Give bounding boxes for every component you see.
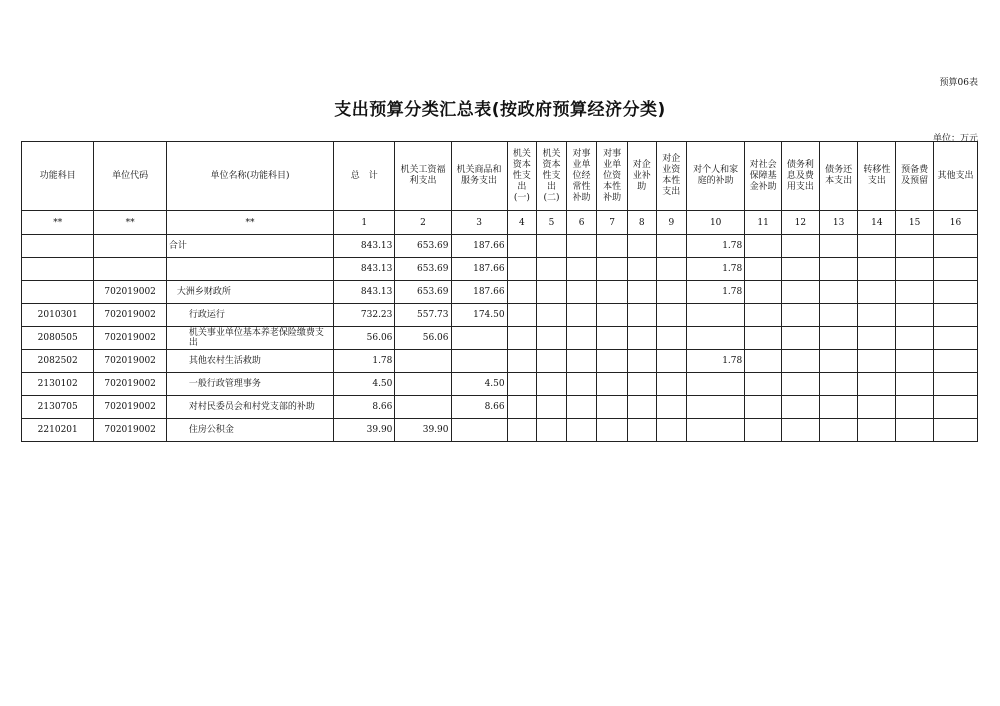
table-cell [451,419,507,442]
table-cell [566,350,597,373]
column-header: 机关工资福利支出 [395,142,451,211]
table-cell [745,373,782,396]
table-cell [896,281,934,304]
column-index: 8 [627,211,656,235]
table-cell [781,258,819,281]
table-cell [507,258,537,281]
table-cell [627,281,656,304]
table-cell [537,396,567,419]
table-cell [858,373,896,396]
column-header: 债务利息及费用支出 [781,142,819,211]
column-index: 2 [395,211,451,235]
table-cell: 557.73 [395,304,451,327]
table-cell [819,396,858,419]
column-header: 总 计 [334,142,395,211]
table-cell [933,258,977,281]
table-cell [933,419,977,442]
table-cell [781,396,819,419]
table-cell: 702019002 [94,281,166,304]
table-cell [656,396,687,419]
column-index: 10 [687,211,745,235]
table-cell: 702019002 [94,373,166,396]
column-header: 对事业单位经常性补助 [566,142,597,211]
column-index: 13 [819,211,858,235]
table-cell: 843.13 [334,281,395,304]
table-cell [687,327,745,350]
table-cell [22,258,94,281]
table-cell [597,304,628,327]
table-cell [566,258,597,281]
table-cell [656,327,687,350]
table-cell [656,419,687,442]
table-cell [537,281,567,304]
budget-table [21,141,978,442]
table-cell [537,327,567,350]
table-cell [896,235,934,258]
column-header: 对个人和家庭的补助 [687,142,745,211]
table-cell: 1.78 [687,281,745,304]
table-cell [656,235,687,258]
table-cell: 174.50 [451,304,507,327]
table-cell: 702019002 [94,396,166,419]
table-cell: 1.78 [687,235,745,258]
table-cell [22,235,94,258]
table-cell [896,373,934,396]
table-cell [627,350,656,373]
table-cell [819,304,858,327]
table-cell [537,304,567,327]
table-cell [507,396,537,419]
table-cell [933,373,977,396]
table-cell [745,258,782,281]
table-cell: 187.66 [451,258,507,281]
table-cell [896,350,934,373]
table-cell [566,419,597,442]
table-row [22,235,978,258]
column-header: 单位名称(功能科目) [166,142,333,211]
table-row [22,419,978,442]
table-cell [819,350,858,373]
table-cell [166,258,333,281]
table-row [22,281,978,304]
table-cell [745,327,782,350]
table-cell [656,304,687,327]
table-cell [858,304,896,327]
column-header: 机关商品和服务支出 [451,142,507,211]
column-header: 对企业资本性支出 [656,142,687,211]
table-cell [395,350,451,373]
table-cell: 702019002 [94,304,166,327]
table-cell [566,281,597,304]
table-cell [507,304,537,327]
table-cell [537,419,567,442]
table-cell [858,396,896,419]
column-index: 4 [507,211,537,235]
table-cell [656,373,687,396]
table-cell [933,281,977,304]
column-header: 其他支出 [933,142,977,211]
table-cell [858,327,896,350]
table-cell: 机关事业单位基本养老保险缴费支出 [166,327,333,350]
table-cell [22,281,94,304]
column-index: 6 [566,211,597,235]
table-cell: 702019002 [94,419,166,442]
table-cell [858,281,896,304]
form-number: 预算06表 [939,78,978,88]
table-cell [597,373,628,396]
table-cell: 843.13 [334,235,395,258]
table-cell [627,396,656,419]
table-cell: 187.66 [451,235,507,258]
table-cell [597,327,628,350]
table-cell [537,373,567,396]
table-cell [745,281,782,304]
table-cell [507,281,537,304]
table-cell [395,396,451,419]
column-index: 7 [597,211,628,235]
table-cell: 56.06 [395,327,451,350]
table-cell [781,373,819,396]
column-index: 15 [896,211,934,235]
table-cell [566,304,597,327]
table-cell [94,258,166,281]
table-cell: 大洲乡财政所 [166,281,333,304]
column-index: 12 [781,211,819,235]
table-cell [537,258,567,281]
table-cell [858,258,896,281]
table-cell [687,373,745,396]
table-cell [896,396,934,419]
table-cell: 843.13 [334,258,395,281]
table-cell [745,419,782,442]
table-cell [627,304,656,327]
table-cell: 行政运行 [166,304,333,327]
table-cell: 39.90 [395,419,451,442]
column-index: 9 [656,211,687,235]
column-header: 单位代码 [94,142,166,211]
page-title: 支出预算分类汇总表(按政府预算经济分类) [334,100,666,120]
table-cell: 653.69 [395,235,451,258]
table-cell [451,327,507,350]
table-cell: 2210201 [22,419,94,442]
table-cell [687,396,745,419]
table-cell [597,235,628,258]
table-cell [597,258,628,281]
table-cell [656,258,687,281]
table-cell [687,419,745,442]
table-cell: 187.66 [451,281,507,304]
table-cell [858,235,896,258]
column-index: 3 [451,211,507,235]
table-cell: 住房公积金 [166,419,333,442]
column-header: 机关资本性支出(一) [507,142,537,211]
table-cell: 2080505 [22,327,94,350]
table-row [22,327,978,350]
table-cell: 其他农村生活救助 [166,350,333,373]
table-cell [566,396,597,419]
column-header: 对事业单位资本性补助 [597,142,628,211]
table-cell [819,281,858,304]
table-cell [627,235,656,258]
table-cell [781,304,819,327]
table-cell [566,235,597,258]
column-header: 机关资本性支出(二) [537,142,567,211]
table-cell: 2082502 [22,350,94,373]
table-cell [896,258,934,281]
table-cell: 732.23 [334,304,395,327]
table-cell [745,396,782,419]
column-index: ** [22,211,94,235]
table-cell [781,327,819,350]
table-cell: 4.50 [334,373,395,396]
table-cell [597,396,628,419]
table-cell: 8.66 [451,396,507,419]
unit-label: 单位：万元 [932,134,978,144]
table-cell: 8.66 [334,396,395,419]
table-cell: 702019002 [94,350,166,373]
table-cell: 合计 [166,235,333,258]
table-row [22,396,978,419]
table-cell: 2010301 [22,304,94,327]
table-cell [507,373,537,396]
table-cell [933,304,977,327]
column-header: 对企业补助 [627,142,656,211]
table-cell [781,281,819,304]
table-cell: 1.78 [687,258,745,281]
table-cell [597,419,628,442]
table-cell [597,281,628,304]
table-cell [451,350,507,373]
table-cell [933,235,977,258]
table-cell: 一般行政管理事务 [166,373,333,396]
table-cell [627,327,656,350]
table-cell [656,350,687,373]
table-cell [781,419,819,442]
table-cell [781,235,819,258]
table-cell [896,304,934,327]
table-cell: 653.69 [395,281,451,304]
table-cell [933,396,977,419]
table-cell [819,373,858,396]
column-header: 对社会保障基金补助 [745,142,782,211]
table-row [22,304,978,327]
table-body [22,235,978,442]
table-cell [627,258,656,281]
table-cell: 对村民委员会和村党支部的补助 [166,396,333,419]
table-cell [858,419,896,442]
table-row [22,258,978,281]
table-cell [395,373,451,396]
table-cell [687,304,745,327]
table-cell [507,235,537,258]
column-header: 债务还本支出 [819,142,858,211]
table-cell: 56.06 [334,327,395,350]
table-cell [858,350,896,373]
column-index: 14 [858,211,896,235]
table-cell: 702019002 [94,327,166,350]
table-cell [933,350,977,373]
column-index: 1 [334,211,395,235]
table-cell [566,327,597,350]
column-index: 5 [537,211,567,235]
index-row [22,211,978,235]
table-cell [507,419,537,442]
table-cell: 2130102 [22,373,94,396]
table-cell [781,350,819,373]
table-cell: 1.78 [687,350,745,373]
table-cell: 1.78 [334,350,395,373]
column-index: 16 [933,211,977,235]
table-cell: 2130705 [22,396,94,419]
table-cell [94,235,166,258]
column-index: 11 [745,211,782,235]
table-cell [745,350,782,373]
table-row [22,373,978,396]
table-cell [537,350,567,373]
table-cell: 4.50 [451,373,507,396]
table-cell [819,419,858,442]
table-cell [627,419,656,442]
table-cell: 653.69 [395,258,451,281]
table-cell [933,327,977,350]
table-cell [819,327,858,350]
table-cell [627,373,656,396]
table-cell: 39.90 [334,419,395,442]
table-row [22,350,978,373]
table-cell [597,350,628,373]
table-cell [819,258,858,281]
table-cell [896,327,934,350]
column-index: ** [166,211,333,235]
table-cell [537,235,567,258]
table-cell [507,327,537,350]
column-header: 功能科目 [22,142,94,211]
column-header: 转移性支出 [858,142,896,211]
table-cell [819,235,858,258]
column-index: ** [94,211,166,235]
table-cell [745,304,782,327]
column-header: 预备费及预留 [896,142,934,211]
table-cell [566,373,597,396]
table-cell [656,281,687,304]
header-row [22,142,978,211]
table-cell [745,235,782,258]
table-cell [507,350,537,373]
table-cell [896,419,934,442]
